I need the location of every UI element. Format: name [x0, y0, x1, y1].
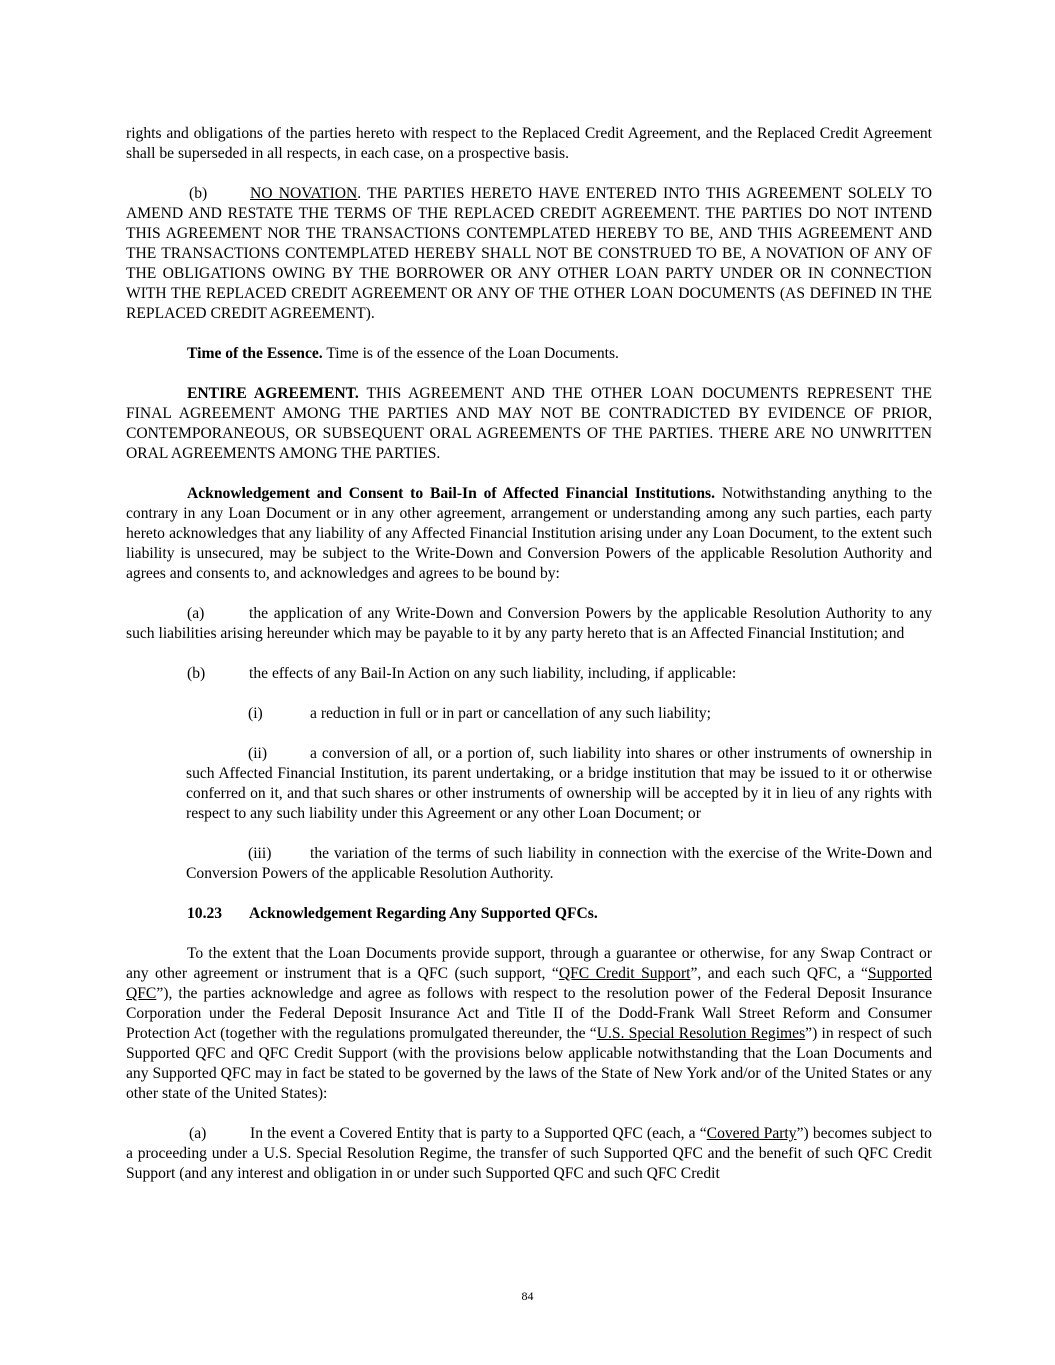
- text-run: To the extent that the Loan Documents provide support, through a guarantee or otherwise, for any Swap Contract or any other agreement or instrument that is a QFC (such support, “: [126, 945, 932, 982]
- section-text: Notwithstanding anything to the contrary in any Loan Document or in any other agreement, arrangement or understanding among any such parties, each party hereto acknowledges that any liability of any Affected Financial Institution arising under any Loan Document, to the extent such liability is unsecured, may be subject to the Write-Down and Conversion Powers of the applicable Resolution Authority and agrees and consents to, and acknowledges and agrees to be bound by:: [126, 485, 932, 582]
- paragraph-no-novation: [126, 184, 932, 324]
- clause-label: (ii): [248, 745, 268, 762]
- defined-term-us-special-resolution-regimes: U.S. Special Resolution Regimes: [596, 1025, 806, 1042]
- defined-term-qfc-credit-support: QFC Credit Support: [558, 965, 691, 982]
- text-run: ”) in respect of such Supported QFC and QFC Credit Support (with the provisions below applicable notwithstanding that the Loan Documents and any Supported QFC may in fact be stated to be governed by the laws of the State of New York and/or of the United States or any other state of the United States):: [126, 1025, 932, 1102]
- paragraph-continuation: rights and obligations of the parties hereto with respect to the Replaced Credit Agreement, and the Replaced Credit Agreement shall be superseded in all respects, in each case, on a prospective basis.: [126, 125, 932, 162]
- paragraph-bail-in: [126, 484, 932, 584]
- section-text: THIS AGREEMENT AND THE OTHER LOAN DOCUMENTS REPRESENT THE FINAL AGREEMENT AMONG THE PARTIES AND MAY NOT BE CONTRADICTED BY EVIDENCE OF PRIOR, CONTEMPORANEOUS, OR SUBSEQUENT ORAL AGREEMENTS OF THE PARTIES. THERE ARE NO UNWRITTEN ORAL AGREEMENTS AMONG THE PARTIES.: [126, 385, 932, 462]
- bail-in-clause-ii: [186, 744, 932, 824]
- clause-text: the application of any Write-Down and Conversion Powers by the applicable Resolution Authority to any such liabilities arising hereunder which may be payable to it by any party hereto that is an Affected Financial Institution; and: [126, 605, 932, 642]
- clause-label: (i): [248, 705, 263, 722]
- text-run: ”, and each such QFC, a “: [690, 965, 868, 982]
- clause-text: a reduction in full or in part or cancellation of any such liability;: [310, 705, 711, 722]
- clause-label: (b): [187, 665, 206, 682]
- section-heading: Acknowledgement and Consent to Bail-In of Affected Financial Institutions.: [187, 485, 716, 502]
- clause-text: the variation of the terms of such liability in connection with the exercise of the Write-Down and Conversion Powers of the applicable Resolution Authority.: [186, 845, 932, 882]
- clause-text: a conversion of all, or a portion of, such liability into shares or other instruments of ownership in such Affected Financial Institution, its parent undertaking, or a bridge institution that may be issued to it or otherwise conferred on it, and that such shares or other instruments of ownership will be accepted by it in lieu of any rights with respect to any such liability under this Agreement or any other Loan Document; or: [186, 745, 932, 822]
- text-run: ”), the parties acknowledge and agree as follows with respect to the resolution power of the Federal Deposit Insurance Corporation under the Federal Deposit Insurance Act and Title II of the Dodd-Frank Wall Street Reform and Consumer Protection Act (together with the regulations promulgated thereunder, the “: [126, 985, 932, 1042]
- section-text: Time is of the essence of the Loan Documents.: [322, 345, 619, 362]
- page-number: 84: [521, 1289, 534, 1303]
- clause-label: (b): [189, 185, 208, 202]
- section-number: 10.23: [187, 905, 223, 922]
- text-run: ”) becomes subject to a proceeding under a U.S. Special Resolution Regime, the transfer of such Supported QFC and the benefit of such QFC Credit Support (and any interest and obligation in or under such Supported QFC and such QFC Credit: [126, 1125, 932, 1182]
- clause-text: the effects of any Bail-In Action on any such liability, including, if applicable:: [249, 665, 737, 682]
- clause-label: (a): [189, 1125, 207, 1142]
- defined-term-supported-qfc: Supported QFC: [126, 965, 932, 1002]
- section-10-23-heading: [126, 904, 932, 924]
- section-heading: ENTIRE AGREEMENT.: [187, 385, 359, 402]
- bail-in-clause-iii: [186, 844, 932, 884]
- document-page: [126, 124, 932, 1204]
- clause-label: (iii): [248, 845, 272, 862]
- bail-in-clause-a: [126, 604, 932, 644]
- section-title: Acknowledgement Regarding Any Supported QFCs.: [249, 905, 598, 922]
- clause-heading: NO NOVATION: [250, 185, 358, 202]
- bail-in-clause-i: [126, 704, 932, 724]
- paragraph-entire-agreement: [126, 384, 932, 464]
- paragraph-qfc-support: [126, 944, 932, 1104]
- defined-term-covered-party: Covered Party: [706, 1125, 797, 1142]
- text-run: In the event a Covered Entity that is party to a Supported QFC (each, a “: [250, 1125, 707, 1142]
- bail-in-clause-b: [126, 664, 932, 684]
- qfc-clause-a: [126, 1124, 932, 1184]
- section-heading: Time of the Essence.: [187, 345, 323, 362]
- clause-text: . THE PARTIES HERETO HAVE ENTERED INTO THIS AGREEMENT SOLELY TO AMEND AND RESTATE THE TERMS OF THE REPLACED CREDIT AGREEMENT. THE PARTIES DO NOT INTEND THIS AGREEMENT NOR THE TRANSACTIONS CONTEMPLATED HEREBY TO BE, AND THIS AGREEMENT AND THE TRANSACTIONS CONTEMPLATED HEREBY SHALL NOT BE CONSTRUED TO BE, A NOVATION OF ANY OF THE OBLIGATIONS OWING BY THE BORROWER OR ANY OTHER LOAN PARTY UNDER OR IN CONNECTION WITH THE REPLACED CREDIT AGREEMENT OR ANY OF THE OTHER LOAN DOCUMENTS (AS DEFINED IN THE REPLACED CREDIT AGREEMENT).: [126, 185, 933, 322]
- paragraph-time-of-essence: [126, 344, 932, 364]
- clause-label: (a): [187, 605, 205, 622]
